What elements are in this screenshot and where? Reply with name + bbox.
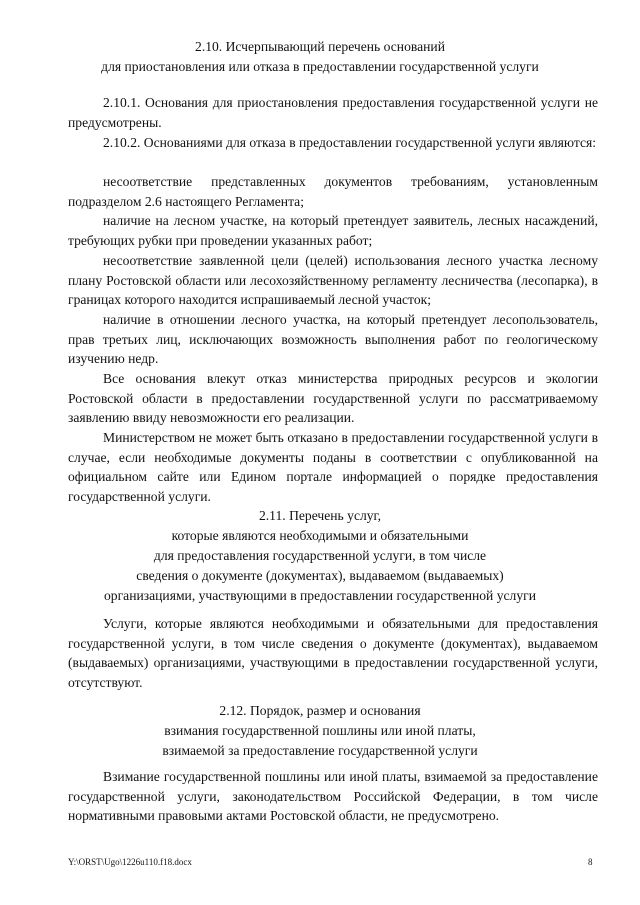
footer-file-path: Y:\ORST\Ugo\1226u110.f18.docx — [68, 857, 192, 867]
paragraph-2-10-1: 2.10.1. Основания для приостановления предоставления государственной услуги не предусмотрены. — [68, 95, 598, 130]
section-2-10-heading — [40, 37, 600, 77]
heading-line: организациями, участвующими в предоставлении государственной услуги — [104, 588, 536, 603]
paragraph-2-10-2: 2.10.2. Основаниями для отказа в предоставлении государственной услуги являются: — [103, 135, 597, 150]
heading-line: сведения о документе (документах), выдаваемом (выдаваемых) — [136, 568, 504, 583]
footer-page-number: 8 — [588, 857, 593, 867]
paragraph-refusal-ground-2: наличие на лесном участке, на который претендует заявитель, лесных насаждений, требующих рубки при проведении указанных работ; — [68, 213, 598, 248]
section-2-12-heading — [40, 701, 600, 761]
heading-line: 2.10. Исчерпывающий перечень оснований — [195, 39, 445, 54]
paragraph-refusal-effect: Все основания влекут отказ министерства природных ресурсов и экологии Ростовской области в предоставлении государственной услуги по рассматриваемому заявлению ввиду невозможности его реализации. — [68, 371, 598, 426]
paragraph-refusal-ground-4: наличие в отношении лесного участка, на который претендует лесопользователь, прав третьих лиц, исключающих возможность выполнения работ по геологическому изучению недр. — [68, 312, 598, 367]
paragraph-refusal-ground-1: несоответствие представленных документов требованиям, установленным подразделом 2.6 настоящего Регламента; — [68, 174, 598, 209]
heading-line: взимаемой за предоставление государственной услуги — [162, 743, 478, 758]
heading-line: для приостановления или отказа в предоставлении государственной услуги — [101, 59, 539, 74]
paragraph-2-12: Взимание государственной пошлины или иной платы, взимаемой за предоставление государственной услуги, законодательством Российской Федерации, в том числе нормативными правовыми актами Ростовской области, не предусмотрено. — [68, 769, 598, 824]
heading-line: 2.11. Перечень услуг, — [258, 508, 382, 523]
heading-line: 2.12. Порядок, размер и основания — [219, 703, 421, 718]
heading-line: для предоставления государственной услуги, в том числе — [153, 548, 487, 563]
paragraph-refusal-ground-3: несоответствие заявленной цели (целей) использования лесного участка лесному плану Ростовской области или лесохозяйственному регламенту лесничества (лесопарка), в границах которого находится испрашиваемый лесной участок; — [68, 253, 598, 308]
heading-line: взимания государственной пошлины или иной платы, — [164, 723, 476, 738]
section-2-11-heading — [40, 506, 600, 606]
heading-line: которые являются необходимыми и обязательными — [171, 528, 469, 543]
paragraph-2-11: Услуги, которые являются необходимыми и обязательными для предоставления государственной услуги, в том числе сведения о документе (документах), выдаваемом (выдаваемых) организациями, участвующими в предоставлении государственной услуги, отсутствуют. — [68, 616, 598, 690]
paragraph-no-refusal: Министерством не может быть отказано в предоставлении государственной услуги в случае, если необходимые документы поданы в соответствии с опубликованной на официальном сайте или Едином портале информацией о порядке предоставления государственной услуги. — [68, 430, 598, 504]
